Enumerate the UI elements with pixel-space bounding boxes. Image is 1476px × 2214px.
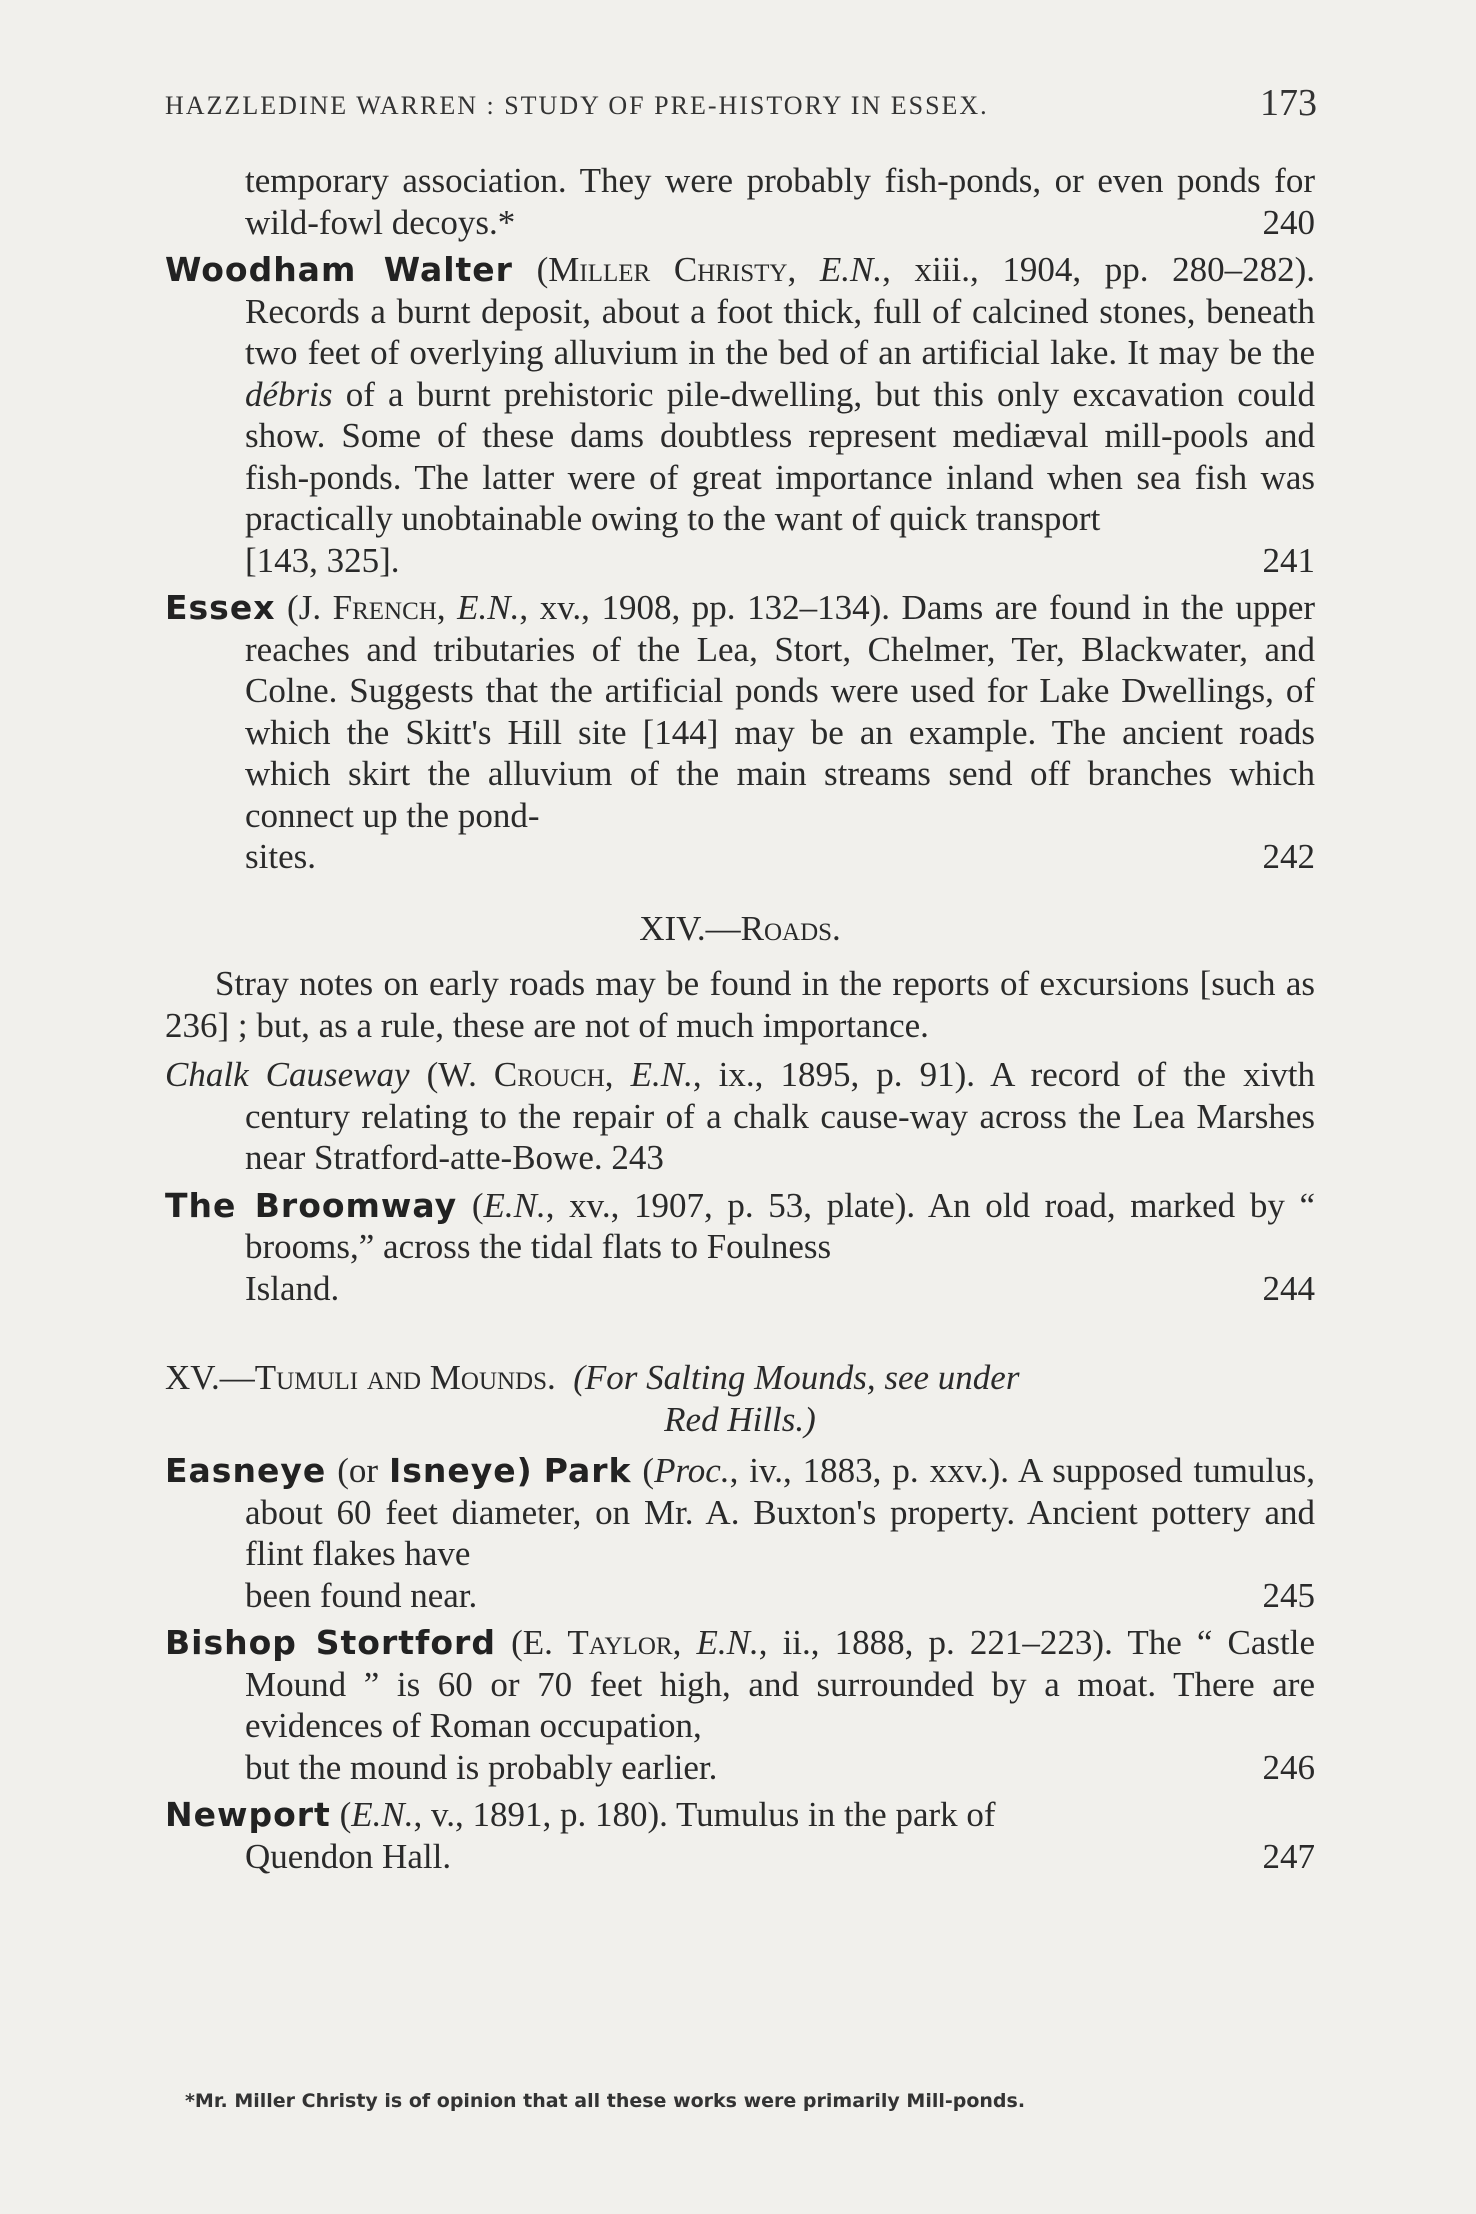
footnote: *Mr. Miller Christy is of opinion that all these works were primarily Mill-ponds.	[185, 2090, 1026, 2112]
entry-247: Newport (E.N., v., 1891, p. 180). Tumulus in the park of Quendon Hall. 247	[165, 1795, 1315, 1876]
entry-245: Easneye (or Isneye) Park (Proc., iv., 1883, p. xxv.). A supposed tumulus, about 60 feet diameter, on Mr. A. Buxton's property. Ancient pottery and flint flakes have been found near. 245	[165, 1451, 1316, 1615]
entry-number: 242	[1262, 837, 1315, 876]
entry-243: Chalk Causeway (W. Crouch, E.N., ix., 1895, p. 91). A record of the xivth century relating to the repair of a chalk cause-way across the Lea Marshes near Stratford-atte-Bowe. 243	[165, 1055, 1316, 1177]
section-heading-roads: XIV.—Roads.	[639, 908, 841, 948]
entry-headword: Bishop Stortford	[165, 1623, 496, 1662]
section-heading-tumuli: XV.—Tumuli and Mounds. (For Salting Mounds, see under Red Hills.)	[165, 1358, 1020, 1439]
entry-headword: Newport	[165, 1795, 331, 1834]
section-intro-roads: Stray notes on early roads may be found in the reports of excursions [such as 236] ; but, as a rule, these are not of much importance.	[165, 964, 1315, 1045]
entry-headword: Chalk Causeway	[165, 1055, 410, 1094]
entry-number: 245	[1262, 1575, 1315, 1615]
entry-242: Essex (J. French, E.N., xv., 1908, pp. 132–134). Dams are found in the upper reaches and tributaries of the Lea, Stort, Chelmer, Ter, Blackwater, and Colne. Suggests that the artificial ponds were used for Lake Dwellings, of which the Skitt's Hill site [144] may be an example. The ancient roads which skirt the alluvium of the main streams send off branches which connect up the pond- sites. 242	[165, 588, 1316, 876]
entry-number: 241	[1262, 540, 1315, 580]
entry-241: Woodham Walter (Miller Christy, E.N., xiii., 1904, pp. 280–282). Records a burnt deposit, about a foot thick, full of calcined stones, beneath two feet of overlying alluvium in the bed of an artificial lake. It may be the débris of a burnt prehistoric pile-dwelling, but this only excavation could show. Some of these dams doubtless represent mediæval mill-pools and fish-ponds. The latter were of great importance inland when sea fish was practically unobtainable owing to the want of quick transport [143, 325]. 241	[165, 250, 1316, 580]
entry-headword: Woodham Walter	[165, 250, 513, 289]
entry-headword: The Broomway	[165, 1185, 458, 1225]
running-title: HAZZLEDINE WARREN : STUDY OF PRE-HISTORY IN ESSEX.	[165, 91, 989, 120]
entry-240-continued: temporary association. They were probably fish-ponds, or even ponds for wild-fowl decoys.* 240	[245, 161, 1315, 242]
entry-number: 240	[1262, 202, 1315, 242]
page-number: 173	[1260, 82, 1317, 124]
entry-244: The Broomway (E.N., xv., 1907, p. 53, plate). An old road, marked by “ brooms,” across the tidal flats to Foulness Island. 244	[165, 1185, 1316, 1308]
entry-number: 243	[611, 1138, 664, 1177]
entry-number: 246	[1262, 1747, 1315, 1787]
entry-number: 247	[1262, 1836, 1315, 1876]
entry-headword: Essex	[165, 588, 276, 627]
entry-number: 244	[1262, 1268, 1315, 1308]
page-body	[165, 160, 1315, 1883]
entry-headword: Easneye	[165, 1451, 327, 1490]
entry-246: Bishop Stortford (E. Taylor, E.N., ii., 1888, p. 221–223). The “ Castle Mound ” is 60 or 70 feet high, and surrounded by a moat. There are evidences of Roman occupation, but the mound is probably earlier. 246	[165, 1623, 1316, 1787]
running-header	[165, 84, 1317, 128]
